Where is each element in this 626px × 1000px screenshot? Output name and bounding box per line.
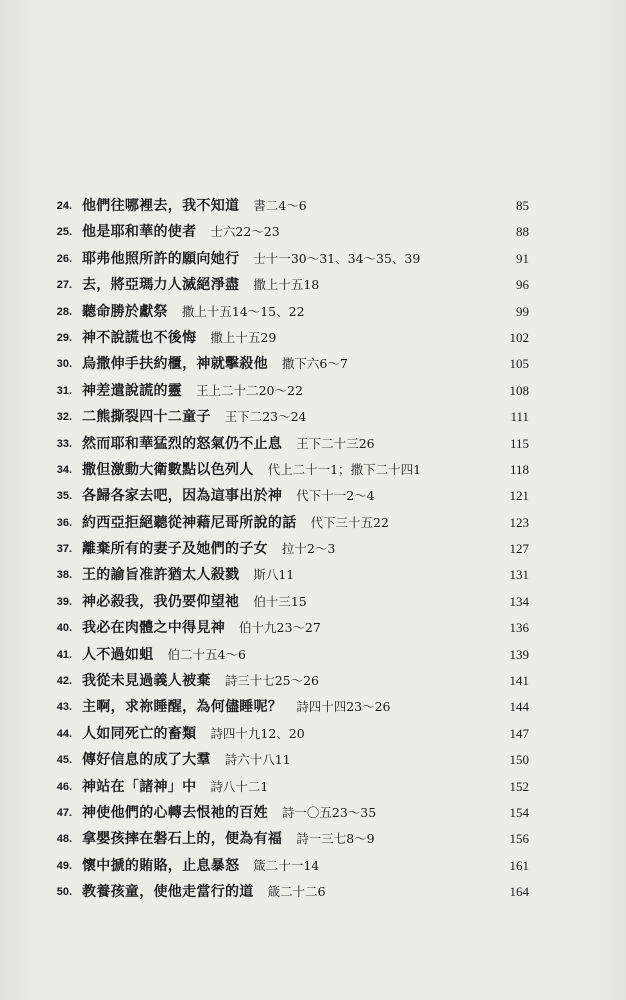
entry-title — [82, 615, 321, 641]
toc-entry — [0, 272, 626, 298]
entry-title-text: 我從未見過義人被棄 — [82, 673, 211, 690]
scripture-reference: 撒上十五18 — [253, 277, 320, 293]
toc-entry — [0, 642, 626, 668]
entry-title — [82, 536, 335, 562]
toc-entry — [0, 615, 626, 641]
entry-number: 31. — [56, 384, 72, 397]
toc-entry — [0, 299, 626, 325]
entry-title-text: 他是耶和華的使者 — [82, 224, 197, 241]
page-number: 99 — [516, 303, 529, 319]
entry-title-text: 人不過如蛆 — [82, 646, 154, 663]
page-number: 127 — [509, 541, 529, 557]
page-number: 144 — [509, 699, 529, 715]
entry-title — [82, 853, 319, 879]
entry-title-text: 二熊撕裂四十二童子 — [82, 409, 211, 426]
entry-number: 26. — [56, 252, 72, 265]
page-number: 152 — [509, 778, 529, 794]
scripture-reference: 伯二十五4～6 — [167, 646, 246, 662]
entry-number: 48. — [56, 833, 72, 846]
entry-number: 49. — [56, 859, 72, 872]
entry-title — [82, 325, 276, 351]
page-number: 115 — [509, 435, 529, 451]
page-number: 108 — [509, 382, 529, 398]
entry-title — [82, 351, 348, 377]
entry-title — [82, 246, 420, 272]
page-number: 131 — [509, 567, 529, 583]
entry-title-text: 王的諭旨准許猶太人殺戮 — [82, 567, 240, 584]
scripture-reference: 王下二23～24 — [224, 409, 307, 425]
toc-entry — [0, 193, 626, 219]
entry-number: 30. — [56, 358, 72, 371]
toc-entry — [0, 351, 626, 377]
toc-entry — [0, 457, 626, 483]
toc-entry — [0, 721, 626, 747]
scripture-reference: 伯十三15 — [253, 593, 307, 609]
page-number: 91 — [516, 250, 529, 266]
entry-number: 24. — [56, 200, 72, 212]
page-number: 123 — [509, 514, 529, 530]
toc-entry — [0, 510, 626, 536]
page-number: 96 — [516, 277, 529, 293]
page-number: 85 — [516, 198, 529, 213]
entry-number: 33. — [56, 437, 72, 450]
scripture-reference: 拉十2～3 — [281, 541, 336, 557]
entry-number: 25. — [56, 226, 72, 239]
entry-title — [82, 510, 389, 536]
toc-entry — [0, 589, 626, 615]
toc-entry — [0, 879, 626, 905]
entry-title — [82, 219, 280, 245]
entry-title — [82, 562, 294, 588]
scripture-reference: 詩八十二1 — [210, 778, 269, 794]
entry-title-text: 神使他們的心轉去恨祂的百姓 — [82, 804, 268, 821]
entry-title-text: 耶弗他照所許的願向她行 — [82, 250, 240, 267]
scripture-reference: 箴二十二6 — [267, 884, 326, 900]
toc-entry — [0, 483, 626, 509]
scripture-reference: 撒上十五14～15、22 — [181, 303, 305, 319]
page-number: 102 — [509, 329, 529, 345]
entry-title — [82, 457, 421, 483]
toc-entry — [0, 853, 626, 879]
scripture-reference: 詩一〇五23～35 — [281, 804, 377, 820]
entry-title-text: 他們往哪裡去，我不知道 — [82, 198, 240, 214]
page-number: 156 — [509, 831, 529, 847]
entry-title — [82, 642, 246, 668]
toc-entry — [0, 774, 626, 800]
entry-title — [82, 431, 375, 457]
entry-number: 42. — [56, 675, 72, 688]
entry-number: 47. — [56, 806, 72, 819]
entry-number: 29. — [56, 331, 72, 344]
page-number: 88 — [516, 224, 529, 240]
entry-title — [82, 721, 305, 747]
entry-number: 41. — [56, 648, 72, 661]
page-number: 141 — [509, 673, 529, 689]
entry-title-text: 神差遣說謊的靈 — [82, 382, 183, 399]
entry-number: 45. — [56, 754, 72, 767]
entry-title-text: 拿嬰孩摔在磐石上的，便為有福 — [82, 831, 283, 848]
entry-title — [82, 774, 268, 800]
entry-number: 43. — [56, 701, 72, 714]
toc-entry — [0, 536, 626, 562]
entry-title-text: 各歸各家去吧，因為這事出於神 — [82, 488, 283, 505]
toc-entry — [0, 378, 626, 404]
entry-title — [82, 378, 303, 404]
page-number: 134 — [509, 593, 529, 609]
entry-number: 46. — [56, 780, 72, 793]
page-number: 118 — [509, 461, 529, 477]
table-of-contents — [0, 193, 626, 906]
scripture-reference: 詩四十九12、20 — [210, 725, 305, 741]
entry-title-text: 傳好信息的成了大羣 — [82, 752, 211, 769]
toc-entry — [0, 404, 626, 430]
entry-title — [82, 879, 326, 905]
entry-title-text: 聽命勝於獻祭 — [82, 303, 168, 320]
entry-number: 44. — [56, 727, 72, 740]
entry-title — [82, 404, 307, 430]
entry-number: 38. — [56, 569, 72, 582]
scripture-reference: 撒上十五29 — [210, 329, 277, 345]
scripture-reference: 詩一三七8～9 — [296, 831, 375, 847]
entry-number: 35. — [56, 490, 72, 503]
entry-number: 27. — [56, 279, 72, 292]
entry-title-text: 懷中搋的賄賂，止息暴怒 — [82, 857, 240, 874]
entry-title-text: 教養孩童，使他走當行的道 — [82, 884, 254, 901]
entry-title — [82, 483, 375, 509]
toc-entry — [0, 694, 626, 720]
entry-title — [82, 193, 307, 219]
entry-title — [82, 800, 376, 826]
entry-title-text: 烏撒伸手扶約櫃，神就擊殺他 — [82, 356, 268, 373]
entry-number: 39. — [56, 595, 72, 608]
page-number: 147 — [509, 725, 529, 741]
entry-title — [82, 272, 319, 298]
scripture-reference: 士六22～23 — [210, 224, 280, 240]
scripture-reference: 代下十一2～4 — [296, 488, 375, 504]
entry-title — [82, 747, 291, 773]
entry-title-text: 主啊，求祢睡醒，為何儘睡呢？ — [82, 699, 283, 716]
toc-entry — [0, 431, 626, 457]
toc-entry — [0, 325, 626, 351]
entry-title — [82, 826, 375, 852]
entry-number: 40. — [56, 622, 72, 635]
entry-title — [82, 299, 305, 325]
entry-number: 50. — [56, 886, 72, 899]
page-number: 139 — [509, 646, 529, 662]
entry-number: 36. — [56, 516, 72, 529]
scripture-reference: 代下三十五22 — [310, 514, 389, 530]
toc-entry — [0, 562, 626, 588]
page-number: 111 — [510, 409, 529, 425]
entry-title-text: 神不說謊也不後悔 — [82, 329, 197, 346]
entry-title — [82, 694, 391, 720]
entry-number: 32. — [56, 411, 72, 424]
scripture-reference: 詩六十八11 — [224, 752, 291, 768]
entry-title-text: 我必在肉體之中得見神 — [82, 620, 225, 637]
entry-title — [82, 589, 307, 615]
entry-number: 28. — [56, 305, 72, 318]
entry-title-text: 約西亞拒絕聽從神藉尼哥所說的話 — [82, 514, 297, 531]
toc-entry — [0, 219, 626, 245]
scripture-reference: 士十一30～31、34～35、39 — [253, 250, 421, 266]
page-number: 150 — [509, 752, 529, 768]
scripture-reference: 斯八11 — [253, 567, 295, 583]
scripture-reference: 箴二十一14 — [253, 857, 320, 873]
toc-entry — [0, 826, 626, 852]
entry-title-text: 人如同死亡的畜類 — [82, 725, 197, 742]
scripture-reference: 書二4～6 — [253, 198, 307, 213]
entry-title-text: 神必殺我，我仍要仰望祂 — [82, 593, 240, 610]
entry-title — [82, 668, 319, 694]
page-number: 121 — [509, 488, 529, 504]
page-number: 136 — [509, 620, 529, 636]
entry-number: 37. — [56, 543, 72, 556]
toc-entry — [0, 668, 626, 694]
page-number: 105 — [509, 356, 529, 372]
entry-title-text: 神站在「諸神」中 — [82, 778, 197, 795]
entry-number: 34. — [56, 463, 72, 476]
scripture-reference: 王上二十二20～22 — [196, 382, 303, 398]
entry-title-text: 離棄所有的妻子及她們的子女 — [82, 541, 268, 558]
entry-title-text: 去，將亞瑪力人滅絕淨盡 — [82, 277, 240, 294]
scripture-reference: 代上二十一1；撒下二十四1 — [267, 461, 422, 477]
toc-entry — [0, 246, 626, 272]
scripture-reference: 詩三十七25～26 — [224, 673, 320, 689]
scripture-reference: 詩四十四23～26 — [296, 699, 391, 715]
page-number: 161 — [509, 857, 529, 873]
entry-title-text: 撒但激動大衛數點以色列人 — [82, 461, 254, 478]
toc-entry — [0, 800, 626, 826]
scripture-reference: 伯十九23～27 — [239, 620, 321, 636]
page-number: 154 — [509, 804, 529, 820]
scripture-reference: 撒下六6～7 — [281, 356, 348, 372]
scripture-reference: 王下二十三26 — [296, 435, 375, 451]
toc-entry — [0, 747, 626, 773]
page-number: 164 — [509, 884, 529, 900]
entry-title-text: 然而耶和華猛烈的怒氣仍不止息 — [82, 435, 283, 452]
